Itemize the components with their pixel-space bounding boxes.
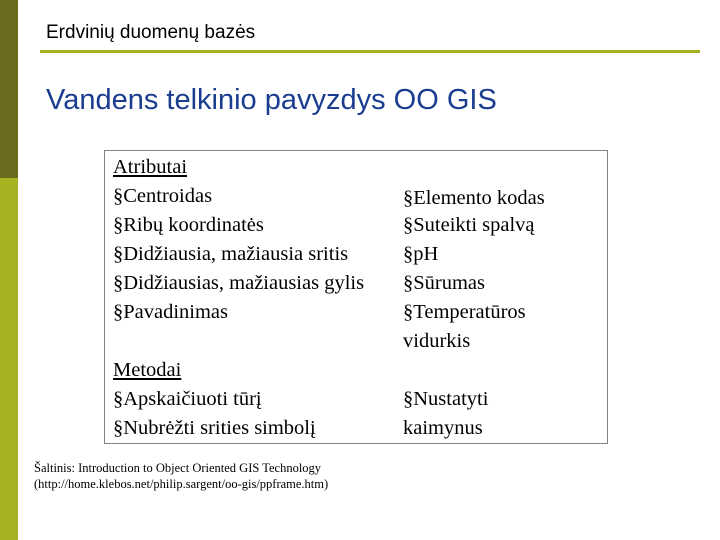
- attributes-heading: Atributai: [113, 156, 188, 178]
- attribute-right-item: § Sūrumas: [403, 272, 485, 295]
- attribute-right-item: § pH: [403, 243, 438, 266]
- attribute-left-item: § Didžiausias, mažiausias gylis: [113, 272, 364, 295]
- method-left-item: § Apskaičiuoti tūrį: [113, 388, 262, 411]
- attribute-right-item: § Elemento kodas: [403, 187, 545, 210]
- attribute-left-item: § Ribų koordinatės: [113, 214, 264, 237]
- source-note: [34, 460, 328, 492]
- method-right-item: § Nustatyti: [403, 388, 488, 411]
- method-left-item: § Nubrėžti srities simbolį: [113, 417, 316, 440]
- method-right-item-continuation: kaimynus: [403, 417, 483, 439]
- attribute-right-item-continuation: vidurkis: [403, 330, 471, 352]
- sidebar-accent-top: [0, 0, 18, 178]
- attribute-left-item: § Centroidas: [113, 185, 212, 208]
- sidebar-accent-bottom: [0, 178, 18, 540]
- slide-header: Erdvinių duomenų bazės: [46, 22, 256, 43]
- header-divider: [40, 50, 700, 53]
- attribute-left-item: § Pavadinimas: [113, 301, 228, 324]
- attribute-left-item: § Didžiausia, mažiausia sritis: [113, 243, 348, 266]
- methods-heading: Metodai: [113, 359, 182, 381]
- source-line: Šaltinis: Introduction to Object Oriented GIS Technology: [34, 461, 322, 475]
- attribute-right-item: § Suteikti spalvą: [403, 214, 535, 237]
- attribute-right-item: § Temperatūros: [403, 301, 526, 324]
- slide-title: Vandens telkinio pavyzdys OO GIS: [46, 84, 497, 116]
- source-url: (http://home.klebos.net/philip.sargent/oo-gis/ppframe.htm): [34, 477, 329, 491]
